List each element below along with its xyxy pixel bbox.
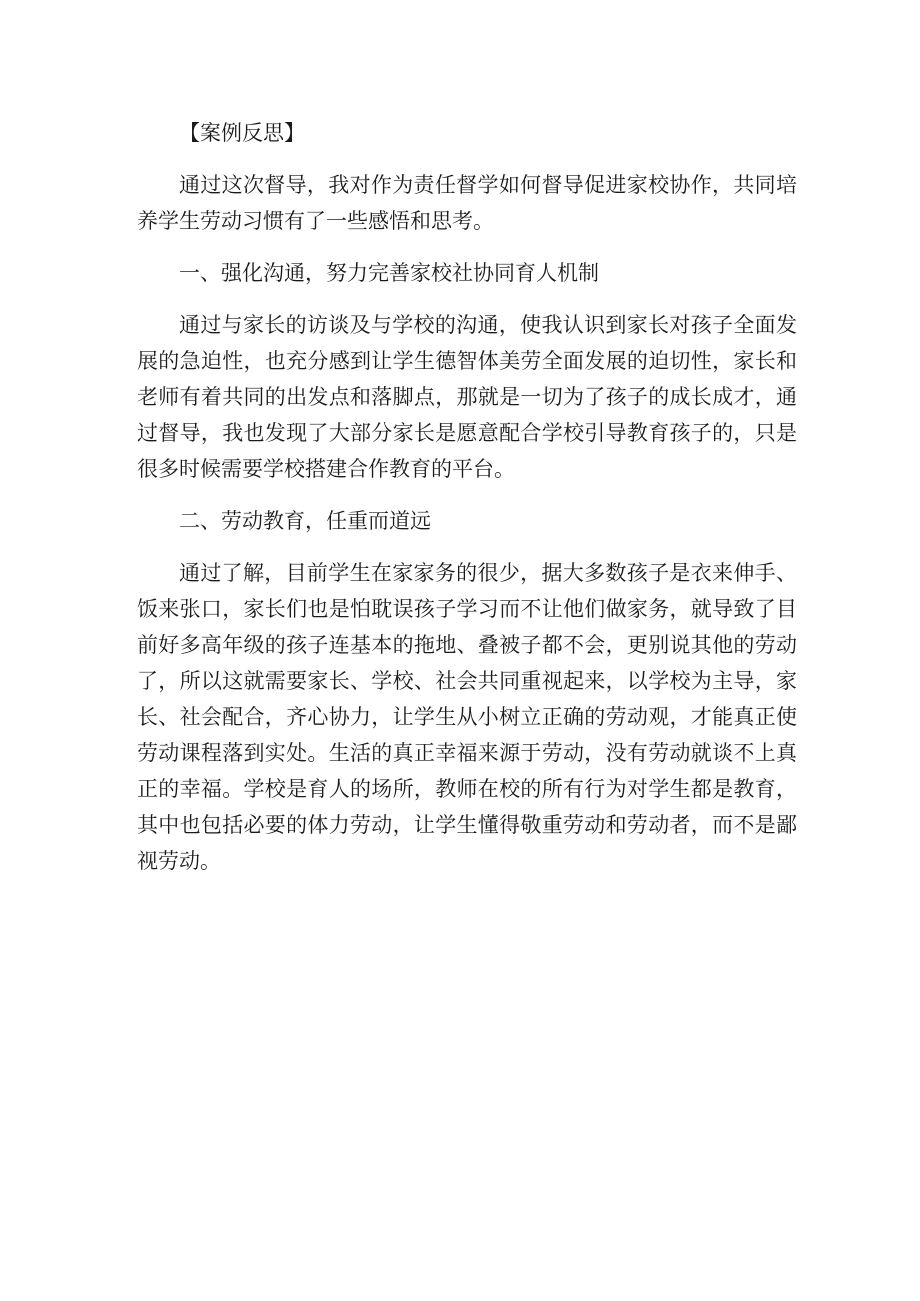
intro-paragraph: 通过这次督导，我对作为责任督学如何督导促进家校协作，共同培养学生劳动习惯有了一些感悟和思考。 [137,173,797,233]
heading-one: 一、强化沟通，努力完善家校社协同育人机制 [179,261,599,285]
section-title-case-reflection: 【案例反思】 [179,121,305,145]
heading-two: 二、劳动教育，任重而道远 [179,509,431,533]
body-paragraph-two: 通过了解，目前学生在家家务的很少，据大多数孩子是衣来伸手、饭来张口，家长们也是怕耽误孩子学习而不让他们做家务，就导致了目前好多高年级的孩子连基本的拖地、叠被子都不会，更别说其他的劳动了，所以这就需要家长、学校、社会共同重视起来，以学校为主导，家长、社会配合，齐心协力，让学生从小树立正确的劳动观，才能真正使劳动课程落到实处。生活的真正幸福来源于劳动，没有劳动就谈不上真正的幸福。学校是育人的场所，教师在校的所有行为对学生都是教育，其中也包括必要的体力劳动，让学生懂得敬重劳动和劳动者，而不是鄙视劳动。 [137,561,797,873]
document-body [137,115,797,895]
body-paragraph-one: 通过与家长的访谈及与学校的沟通，使我认识到家长对孩子全面发展的急迫性，也充分感到让学生德智体美劳全面发展的迫切性，家长和老师有着共同的出发点和落脚点，那就是一切为了孩子的成长成才，通过督导，我也发现了大部分家长是愿意配合学校引导教育孩子的，只是很多时候需要学校搭建合作教育的平台。 [137,313,797,481]
